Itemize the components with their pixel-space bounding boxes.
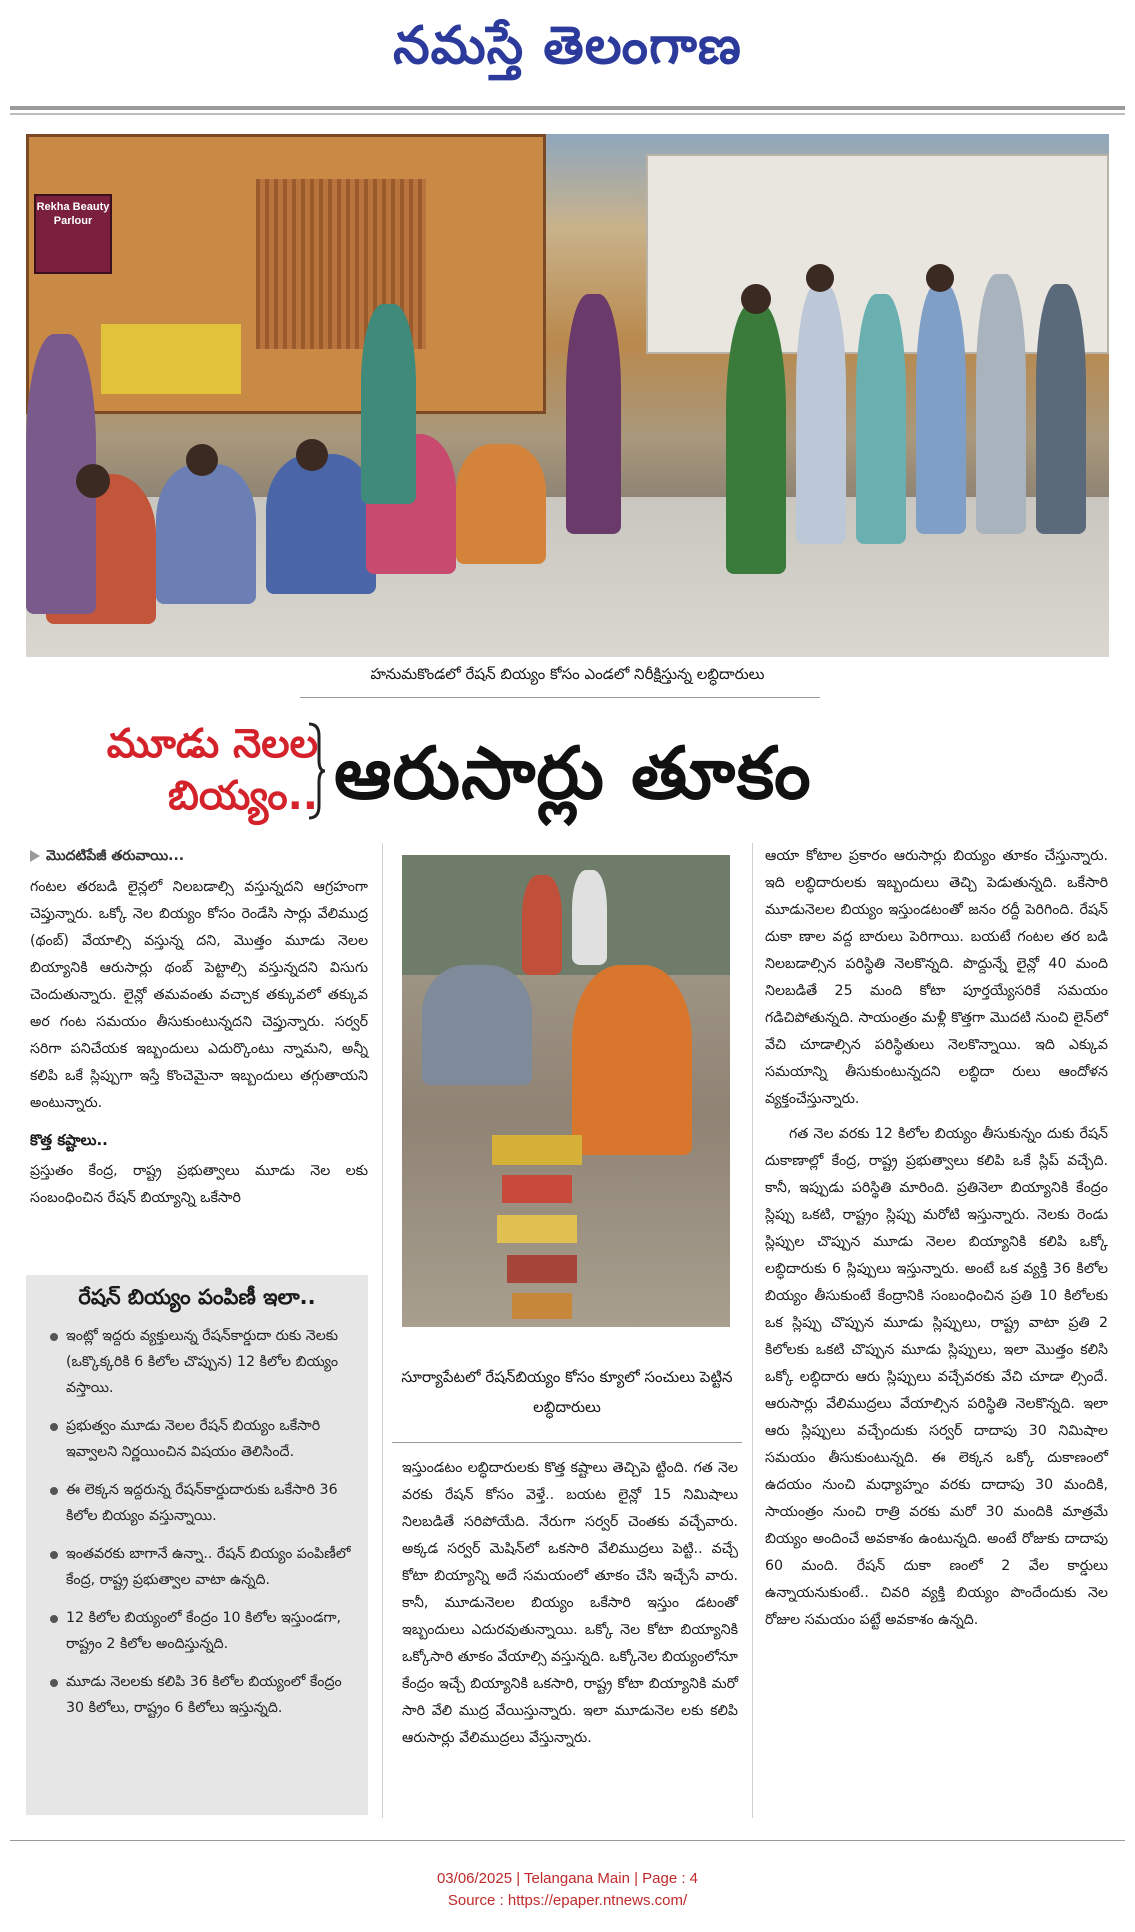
footer-source: Source : https://epaper.ntnews.com/ bbox=[447, 1892, 688, 1909]
article-column-1 bbox=[30, 843, 368, 1212]
bullet-icon bbox=[50, 1615, 58, 1623]
fact-box-item bbox=[38, 1669, 356, 1721]
article-column-3 bbox=[765, 843, 1108, 1634]
rice-bag bbox=[512, 1293, 572, 1319]
bullet-icon bbox=[50, 1487, 58, 1495]
subheading: కొత్త కష్టాలు.. bbox=[30, 1131, 108, 1149]
headline: ఆరుసార్లు తూకం bbox=[334, 731, 812, 815]
column-divider bbox=[382, 843, 383, 1818]
paragraph: ఆయా కోటాల ప్రకారం ఆరుసార్లు బియ్యం తూకం చేస్తున్నారు. ఇది లబ్ధిదారులకు ఇబ్బందులు తెచ్చి పెడుతున్నది. ఒకేసారి మూడునెలల బియ్యం ఇస్తుండటంతో జనం రద్దీ పెరిగింది. రేషన్ దుకా ణాల వద్ద బారులు పెరిగాయి. బయటే గంటల తర బడి నిలబడాల్సిన పరిస్థితి నెలకొన్నది. పొద్దున్నే లైన్లో 40 మంది నిలబడితే 25 మంది కోటా పూర్తయ్యేసరికే సమయం గడిచిపోతున్నది. సాయంత్రం మళ్లీ కొత్తగా మొదటి నుంచి లైన్‌లో వేచి చూడాల్సిన పరిస్థితులు నెలకొన్నాయి. ఇది ఎక్కువ సమయాన్ని తీసుకుంటున్నదని లబ్ధిదా రులు ఆందోళన వ్యక్తంచేస్తున్నారు. bbox=[765, 848, 1108, 1107]
continued-label: మొదటిపేజీ తరువాయి... bbox=[46, 848, 185, 864]
person bbox=[916, 284, 966, 534]
bullet-icon bbox=[50, 1679, 58, 1687]
fact-box-item bbox=[38, 1541, 356, 1593]
paragraph: గత నెల వరకు 12 కిలోల బియ్యం తీసుకున్నం దుకు రేషన్ దుకాణాల్లో కేంద్ర, రాష్ట్ర ప్రభుత్వాలు కలిపి ఒకే స్లిప్ వచ్చేది. కానీ, ఇప్పుడు పరిస్థితి మారింది. ప్రతినెలా బియ్యానికి కేంద్రం స్లిప్పు ఒకటి, రాష్ట్రం స్లిప్పు మరోటి ఇస్తున్నారు. నెలకు రెండు స్లిప్పుల చొప్పున మూడు నెలల బియ్యానికి కలిపి ఒక్కో లబ్ధిదారుకు 6 స్లిప్పులు ఇస్తున్నారు. అంటే ఒక వ్యక్తి 36 కిలోల బియ్యం తీసుకుంటే కేంద్రానికి సంబంధించిన ప్రతి 10 కిలోలకు ఒక స్లిప్పు చొప్పున మూడు స్లిప్పులు, రాష్ట్ర వాటా ప్రతి 2 కిలోలకు ఒకటి చొప్పున మూడు స్లిప్పులు, ఇలా మొత్తం కలిసి ఒక్కో లబ్ధిదారు ఆరు స్లిప్పులు వచ్చేవరకు వేచి చూడా ల్సిందే. ఆరుసార్లు వేలిముద్రలు వేయాల్సిన పరిస్థితి నెలకొన్నది. ఇలా ఆరు స్లిప్పులు వచ్చేందుకు సర్వర్ దాదాపు 30 నిమిషాల సమయం తీసుకుంటున్నది. ఈ లెక్కన ఒక్కో దుకాణంలో ఉదయం నుంచి మధ్యాహ్నం వరకు దాదాపు 30 మందికి, సాయంత్రం నుంచి రాత్రి వరకు మరో 30 మందికి మాత్రమే బియ్యం అందించే అవకాశం ఉంటున్నది. అంటే రోజుకు దాదాపు 60 మంది. రేషన్ దుకా ణంలో 2 వేల కార్డులు ఉన్నాయనుకుంటే.. చివరి వ్యక్తి బియ్యం పొందేందుకు నెల రోజుల సమయం పట్టే అవకాశం ఉన్నది. bbox=[765, 1126, 1108, 1628]
article-column-2 bbox=[402, 1455, 738, 1752]
fact-box-item-text: 12 కిలోల బియ్యంలో కేంద్రం 10 కిలోల ఇస్తుండగా, రాష్ట్రం 2 కిలోల అందిస్తున్నది. bbox=[66, 1610, 342, 1652]
person bbox=[976, 274, 1026, 534]
fact-box bbox=[26, 1275, 368, 1815]
kicker bbox=[28, 718, 328, 830]
middle-photo-caption: సూర్యాపేటలో రేషన్‌బియ్యం కోసం క్యూలో సంచులు పెట్టిన లబ్ధిదారులు bbox=[401, 1368, 733, 1416]
fact-box-item-text: ఇంతవరకు బాగానే ఉన్నా.. రేషన్ బియ్యం పంపిణీలో కేంద్ర, రాష్ట్ర ప్రభుత్వాల వాటా ఉన్నది. bbox=[66, 1546, 351, 1588]
person-head bbox=[296, 439, 328, 471]
person-head bbox=[76, 464, 110, 498]
column-divider bbox=[752, 843, 753, 1818]
fact-box-item-text: ఇంట్లో ఇద్దరు వ్యక్తులున్న రేషన్‌కార్డుదా రుకు నెలకు (ఒక్కొక్కరికి 6 కిలోల చొప్పున) 12 కిలోల బియ్యం వస్తాయి. bbox=[66, 1328, 339, 1396]
bullet-icon bbox=[50, 1551, 58, 1559]
fact-box-item-text: ఈ లెక్కన ఇద్దరున్న రేషన్‌కార్డుదారుకు ఒకేసారి 36 కిలోల బియ్యం వస్తున్నాయి. bbox=[66, 1482, 338, 1524]
paragraph: గంటల తరబడి లైన్లలో నిలబడాల్సి వస్తున్నదని ఆగ్రహంగా చెప్తున్నారు. ఒక్కో నెల బియ్యం కోసం రెండేసి సార్లు వేలిముద్ర (థంబ్) వేయాల్సి వస్తున్న దని, మొత్తం మూడు నెలల బియ్యానికి ఆరుసార్లు థంబ్ పెట్టాల్సి వస్తున్నదని విసుగు చెందుతున్నారు. లైన్లో తమవంతు వచ్చాక తక్కువలో తక్కువ అర గంట సమయం తీసుకుంటున్నదని చెప్తున్నారు. సర్వర్ సరిగా పనిచేయక ఇబ్బందులు ఎదుర్కొంటు న్నామని, అన్నీ కలిపి ఒకే స్లిప్పుగా ఇస్తే కొంచెమైనా ఇబ్బందులు తగ్గుతాయని అంటున్నారు. bbox=[30, 879, 368, 1111]
fact-box-item bbox=[38, 1605, 356, 1657]
person bbox=[422, 965, 532, 1085]
person bbox=[522, 875, 562, 975]
bullet-icon bbox=[50, 1333, 58, 1341]
background-street bbox=[402, 855, 730, 975]
middle-photo bbox=[402, 855, 730, 1327]
person bbox=[572, 965, 692, 1155]
main-photo bbox=[26, 134, 1109, 657]
masthead-rule bbox=[10, 106, 1125, 110]
kicker-text: మూడు నెలల బియ్యం.. bbox=[106, 721, 318, 819]
bullet-icon bbox=[50, 1423, 58, 1431]
fact-box-item-text: ప్రభుత్వం మూడు నెలల రేషన్ బియ్యం ఒకేసారి ఇవ్వాలని నిర్ణయించిన విషయం తెలిసిందే. bbox=[66, 1418, 321, 1460]
person-head bbox=[741, 284, 771, 314]
fact-box-item-text: మూడు నెలలకు కలిపి 36 కిలోల బియ్యంలో కేంద్రం 30 కిలోలు, రాష్ట్రం 6 కిలోలు ఇస్తున్నది. bbox=[66, 1674, 342, 1716]
arrow-icon bbox=[30, 850, 40, 862]
shop-signboard: Rekha Beauty Parlour bbox=[34, 194, 112, 274]
person bbox=[796, 284, 846, 544]
person bbox=[456, 444, 546, 564]
person bbox=[856, 294, 906, 544]
caption-rule bbox=[300, 697, 820, 698]
caption-rule bbox=[392, 1442, 742, 1443]
paragraph: ఇస్తుండటం లబ్ధిదారులకు కొత్త కష్టాలు తెచ్చిపె ట్టింది. గత నెల వరకు రేషన్ కోసం వెళ్తే.. బయట లైన్లో 15 నిమిషాలు నిలబడితే సరిపోయేది. నేరుగా సర్వర్ చెంతకు వచ్చేవారు. అక్కడ సర్వర్ మెషిన్‌లో ఒకసారి వేలిముద్రలు పెట్టి.. వచ్చే కోటా బియ్యాన్ని అదే సమయంలో తూకం చేసి ఇచ్చేసే వారు. కానీ, మూడునెలల బియ్యం ఒకేసారి ఇస్తుం డటంతో ఇబ్బందులు ఎదురవుతున్నాయి. ఒక్కో నెల కోటా బియ్యానికి ఒక్కోసారి తూకం వేయాల్సి వస్తున్నది. ఒక్కోనెల బియ్యంలోనూ కేంద్రం ఇచ్చే బియ్యానికి ఒకసారి, రాష్ట్ర కోటా బియ్యానికి మరో సారి వేలి ముద్ర వేయిస్తున్నారు. ఇలా మూడునెల లకు కలిపి ఆరుసార్లు వేలిముద్రలు వేస్తున్నారు. bbox=[402, 1460, 738, 1746]
fact-box-item bbox=[38, 1477, 356, 1529]
rice-bag bbox=[507, 1255, 577, 1283]
footer bbox=[0, 1868, 1135, 1912]
yellow-sign bbox=[101, 324, 241, 394]
person bbox=[266, 454, 376, 594]
newspaper-logo: నమస్తే తెలంగాణ bbox=[393, 15, 742, 76]
person-head bbox=[806, 264, 834, 292]
rice-bag bbox=[502, 1175, 572, 1203]
person-head bbox=[926, 264, 954, 292]
person bbox=[726, 304, 786, 574]
rice-bag bbox=[497, 1215, 577, 1243]
person bbox=[572, 870, 607, 965]
brace-icon bbox=[305, 722, 327, 820]
paragraph: ప్రస్తుతం కేంద్ర, రాష్ట్ర ప్రభుత్వాలు మూడు నెల లకు సంబంధించిన రేషన్ బియ్యాన్ని ఒకేసారి bbox=[30, 1163, 368, 1206]
person bbox=[361, 304, 416, 504]
footer-rule bbox=[10, 1840, 1125, 1841]
fact-box-title: రేషన్ బియ్యం పంపిణీ ఇలా.. bbox=[78, 1285, 316, 1309]
main-photo-caption: హనుమకొండలో రేషన్ బియ్యం కోసం ఎండలో నిరీక్షిస్తున్న లబ్ధిదారులు bbox=[370, 665, 765, 683]
person-head bbox=[186, 444, 218, 476]
person bbox=[156, 464, 256, 604]
fact-box-item bbox=[38, 1323, 356, 1401]
fact-box-item bbox=[38, 1413, 356, 1465]
masthead-rule-thin bbox=[10, 113, 1125, 115]
continued-marker bbox=[30, 843, 368, 870]
person bbox=[1036, 284, 1086, 534]
person bbox=[566, 294, 621, 534]
footer-edition-info: 03/06/2025 | Telangana Main | Page : 4 bbox=[436, 1870, 699, 1887]
masthead bbox=[0, 0, 1135, 100]
rice-bag bbox=[492, 1135, 582, 1165]
